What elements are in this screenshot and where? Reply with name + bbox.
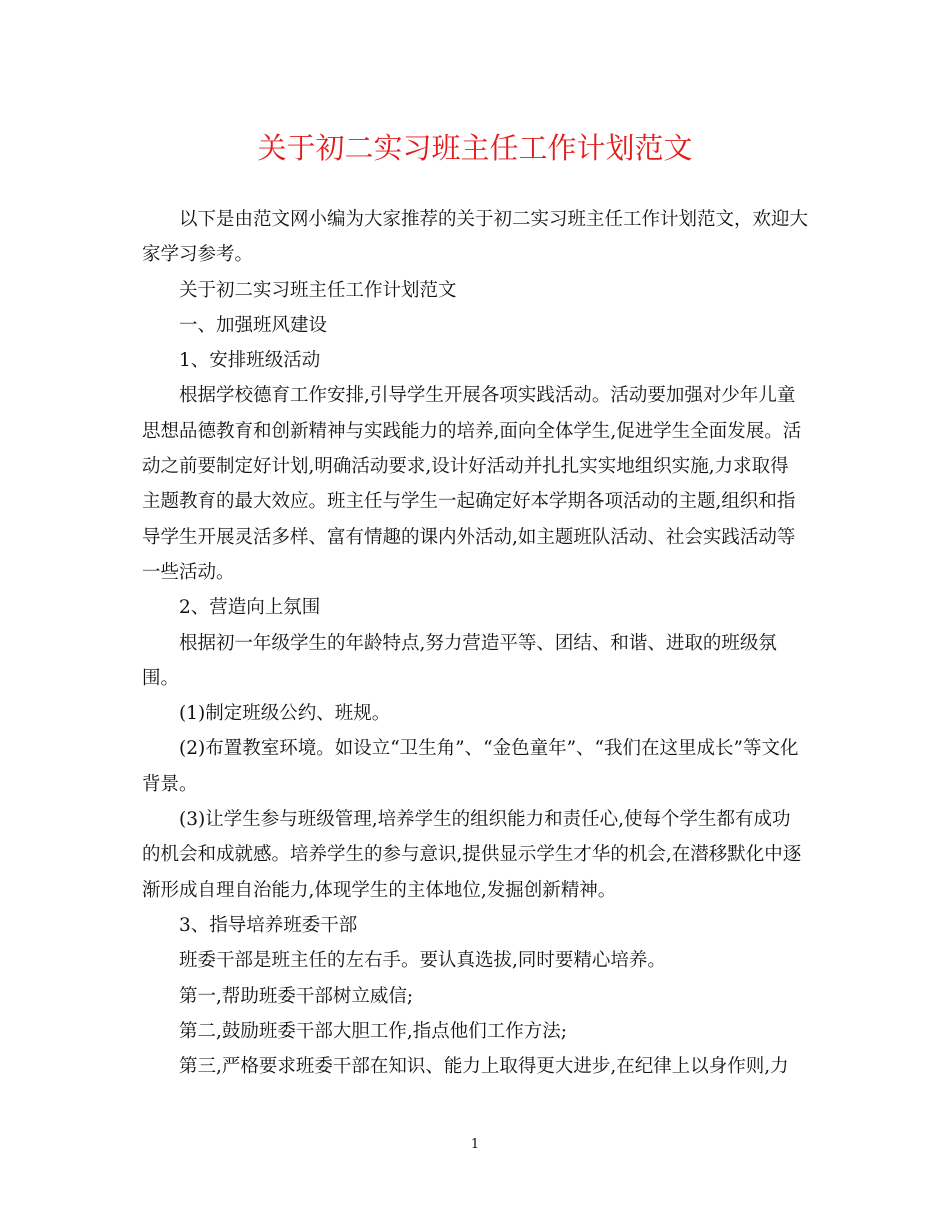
paragraph-line: 思想品德教育和创新精神与实践能力的培养,面向全体学生,促进学生全面发展。活 bbox=[142, 420, 802, 442]
list-item: 第一,帮助班委干部树立威信; bbox=[179, 985, 414, 1007]
page-number: 1 bbox=[470, 1137, 480, 1152]
paragraph-line: 的机会和成就感。培养学生的参与意识,提供显示学生才华的机会,在潜移默化中逐 bbox=[142, 844, 802, 866]
document-title: 关于初二实习班主任工作计划范文 bbox=[257, 131, 693, 165]
subheading-3: 3、指导培养班委干部 bbox=[179, 914, 358, 936]
paragraph-line: 导学生开展灵活多样、富有情趣的课内外活动,如主题班队活动、社会实践活动等 bbox=[142, 526, 796, 548]
paragraph-line: 动之前要制定好计划,明确活动要求,设计好活动并扎扎实实地组织实施,力求取得 bbox=[142, 456, 789, 478]
document-body bbox=[142, 202, 808, 1084]
list-item: 第三,严格要求班委干部在知识、能力上取得更大进步,在纪律上以身作则,力 bbox=[179, 1056, 789, 1078]
subheading-1: 1、安排班级活动 bbox=[179, 350, 321, 372]
paragraph-line: 班委干部是班主任的左右手。要认真选拔,同时要精心培养。 bbox=[179, 950, 666, 972]
paragraph-line: 根据学校德育工作安排,引导学生开展各项实践活动。活动要加强对少年儿童 bbox=[179, 385, 796, 407]
paragraph-line: 背景。 bbox=[142, 773, 198, 795]
paragraph-line: 家学习参考。 bbox=[142, 244, 254, 266]
subheading-2: 2、营造向上氛围 bbox=[179, 597, 321, 619]
paragraph-line: 渐形成自理自治能力,体现学生的主体地位,发掘创新精神。 bbox=[142, 879, 617, 901]
list-item: 第二,鼓励班委干部大胆工作,指点他们工作方法; bbox=[179, 1020, 567, 1042]
list-item: (3)让学生参与班级管理,培养学生的组织能力和责任心,使每个学生都有成功 bbox=[179, 809, 791, 831]
heading-1: 一、加强班风建设 bbox=[179, 314, 328, 336]
paragraph-line: 一些活动。 bbox=[142, 561, 235, 583]
paragraph-line: 以下是由范文网小编为大家推荐的关于初二实习班主任工作计划范文，欢迎大 bbox=[179, 209, 809, 230]
paragraph-line: 根据初一年级学生的年龄特点,努力营造平等、团结、和谐、进取的班级氛 bbox=[179, 632, 777, 654]
list-item: (1)制定班级公约、班规。 bbox=[179, 703, 391, 725]
section-title: 关于初二实习班主任工作计划范文 bbox=[179, 279, 457, 301]
paragraph-line: 主题教育的最大效应。班主任与学生一起确定好本学期各项活动的主题,组织和指 bbox=[142, 491, 796, 513]
list-item: (2)布置教室环境。如设立“卫生角”、“金色童年”、“我们在这里成长”等文化 bbox=[179, 738, 799, 760]
paragraph-line: 围。 bbox=[142, 667, 180, 689]
